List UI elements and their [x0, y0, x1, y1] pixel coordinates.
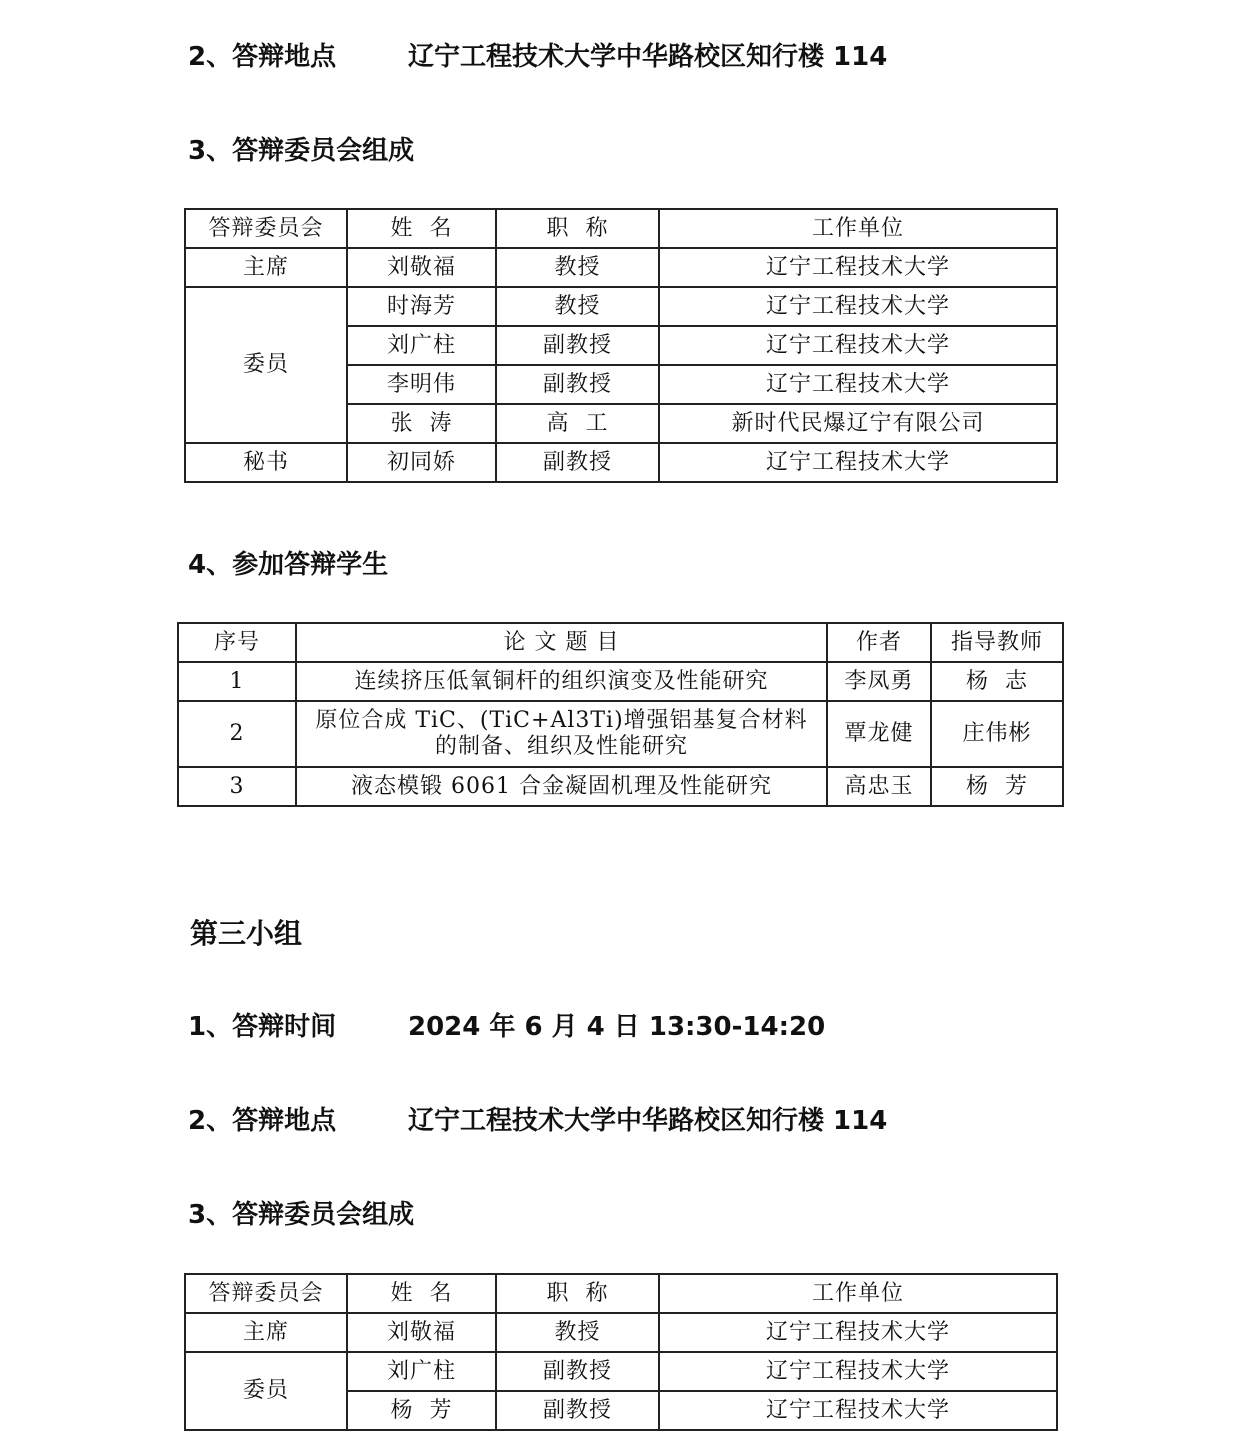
- table-row: [178, 662, 1063, 701]
- name-cell: 刘敬福: [347, 1313, 496, 1352]
- header-cell: 序号: [178, 623, 296, 662]
- header-cell: 工作单位: [659, 1274, 1057, 1313]
- header-cell: 工作单位: [659, 209, 1057, 248]
- name-cell: 李明伟: [347, 365, 496, 404]
- role-cell: 主席: [185, 248, 347, 287]
- location-heading: [188, 36, 888, 73]
- table-row: [185, 1313, 1057, 1352]
- name-cell: 刘广柱: [347, 1352, 496, 1391]
- location-value: 辽宁工程技术大学中华路校区知行楼 114: [408, 42, 888, 72]
- header-cell: 指导教师: [931, 623, 1063, 662]
- students-heading: [188, 544, 388, 581]
- table-row: [185, 248, 1057, 287]
- time-heading: [188, 1006, 826, 1043]
- title-cell: 副教授: [496, 1391, 659, 1430]
- header-cell: 姓 名: [347, 1274, 496, 1313]
- topic-cell: 液态模锻 6061 合金凝固机理及性能研究: [296, 767, 827, 806]
- location-label: 2、答辩地点: [188, 1106, 337, 1136]
- name-cell: 刘敬福: [347, 248, 496, 287]
- advisor-cell: 杨 志: [931, 662, 1063, 701]
- header-cell: 姓 名: [347, 209, 496, 248]
- unit-cell: 辽宁工程技术大学: [659, 1391, 1057, 1430]
- header-cell: 答辩委员会: [185, 209, 347, 248]
- time-value: 2024 年 6 月 4 日 13:30-14:20: [408, 1012, 826, 1042]
- unit-cell: 辽宁工程技术大学: [659, 1313, 1057, 1352]
- unit-cell: 辽宁工程技术大学: [659, 287, 1057, 326]
- name-cell: 时海芳: [347, 287, 496, 326]
- table-header-row: [185, 1274, 1057, 1313]
- number-cell: 1: [178, 662, 296, 701]
- name-cell: 张 涛: [347, 404, 496, 443]
- header-cell: 论 文 题 目: [296, 623, 827, 662]
- table-row: [178, 701, 1063, 767]
- unit-cell: 辽宁工程技术大学: [659, 365, 1057, 404]
- author-cell: 覃龙健: [827, 701, 931, 767]
- students-table: [177, 622, 1064, 807]
- committee-table: [184, 1273, 1058, 1431]
- unit-cell: 辽宁工程技术大学: [659, 443, 1057, 482]
- topic-cell: 原位合成 TiC、(TiC+Al3Ti)增强铝基复合材料的制备、组织及性能研究: [296, 701, 827, 767]
- title-cell: 教授: [496, 248, 659, 287]
- header-cell: 答辩委员会: [185, 1274, 347, 1313]
- header-cell: 作者: [827, 623, 931, 662]
- topic-cell: 连续挤压低氧铜杆的组织演变及性能研究: [296, 662, 827, 701]
- committee-heading-label: 3、答辩委员会组成: [188, 136, 415, 166]
- title-cell: 教授: [496, 1313, 659, 1352]
- advisor-cell: 杨 芳: [931, 767, 1063, 806]
- time-label: 1、答辩时间: [188, 1012, 337, 1042]
- unit-cell: 辽宁工程技术大学: [659, 248, 1057, 287]
- header-cell: 职 称: [496, 1274, 659, 1313]
- committee-heading: [188, 130, 414, 167]
- committee-table: [184, 208, 1058, 483]
- author-cell: 李凤勇: [827, 662, 931, 701]
- role-cell: 主席: [185, 1313, 347, 1352]
- title-cell: 高 工: [496, 404, 659, 443]
- table-row: [185, 1352, 1057, 1391]
- title-cell: 副教授: [496, 443, 659, 482]
- advisor-cell: 庄伟彬: [931, 701, 1063, 767]
- committee-heading-label: 3、答辩委员会组成: [188, 1200, 415, 1230]
- header-cell: 职 称: [496, 209, 659, 248]
- title-cell: 副教授: [496, 1352, 659, 1391]
- name-cell: 初同娇: [347, 443, 496, 482]
- title-cell: 副教授: [496, 365, 659, 404]
- number-cell: 3: [178, 767, 296, 806]
- students-heading-label: 4、参加答辩学生: [188, 550, 389, 580]
- author-cell: 高忠玉: [827, 767, 931, 806]
- unit-cell: 辽宁工程技术大学: [659, 326, 1057, 365]
- name-cell: 刘广柱: [347, 326, 496, 365]
- table-row: [185, 443, 1057, 482]
- table-header-row: [185, 209, 1057, 248]
- location-heading: [188, 1100, 888, 1137]
- committee-heading: [188, 1194, 414, 1231]
- title-cell: 教授: [496, 287, 659, 326]
- unit-cell: 新时代民爆辽宁有限公司: [659, 404, 1057, 443]
- location-label: 2、答辩地点: [188, 42, 337, 72]
- role-cell: 秘书: [185, 443, 347, 482]
- title-cell: 副教授: [496, 326, 659, 365]
- location-value: 辽宁工程技术大学中华路校区知行楼 114: [408, 1106, 888, 1136]
- table-header-row: [178, 623, 1063, 662]
- number-cell: 2: [178, 701, 296, 767]
- group-title: 第三小组: [190, 917, 303, 950]
- role-cell: 委员: [185, 287, 347, 443]
- unit-cell: 辽宁工程技术大学: [659, 1352, 1057, 1391]
- role-cell: 委员: [185, 1352, 347, 1430]
- table-row: [178, 767, 1063, 806]
- name-cell: 杨 芳: [347, 1391, 496, 1430]
- table-row: [185, 287, 1057, 326]
